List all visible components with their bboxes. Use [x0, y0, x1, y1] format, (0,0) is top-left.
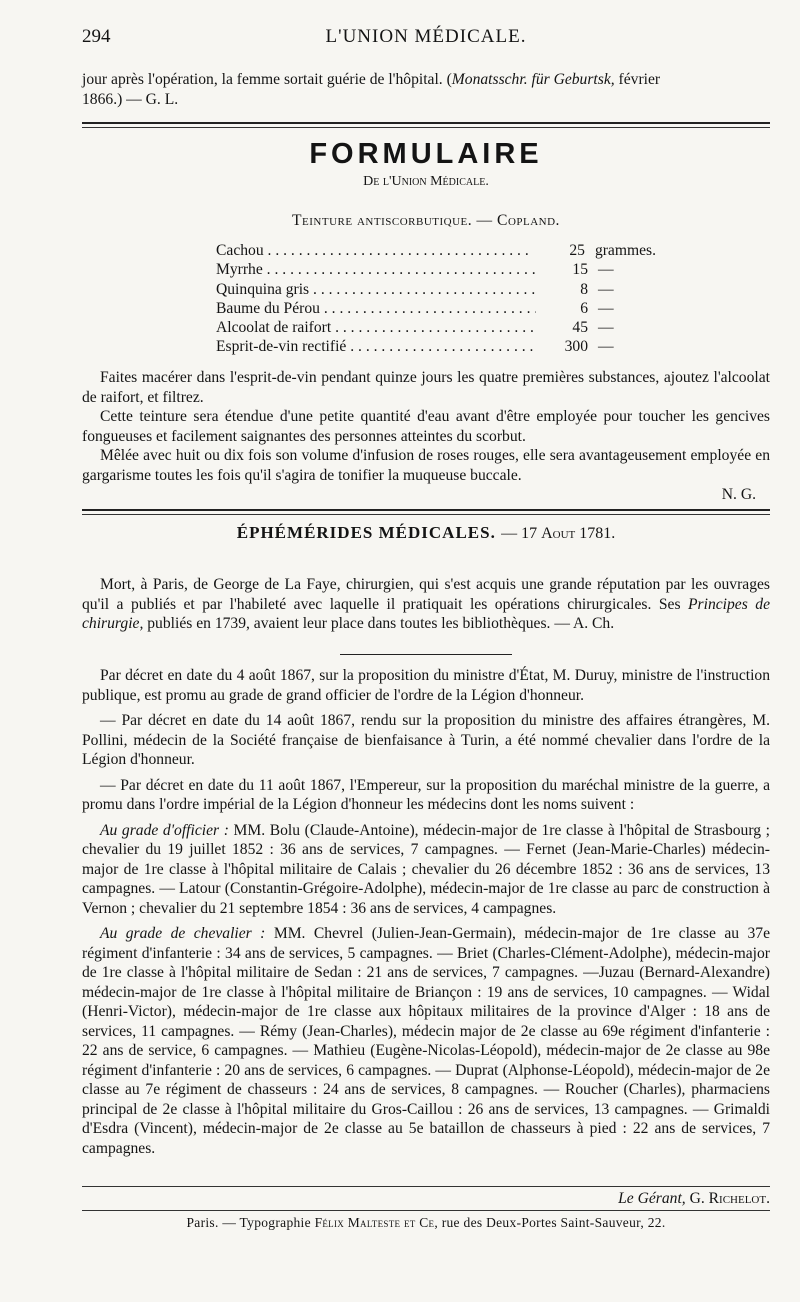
- intro-paragraph: [82, 70, 770, 109]
- ingredient-row: [216, 299, 656, 318]
- recipe-paragraph: Cette teinture sera étendue d'une petite quantité d'eau avant d'être employée pour toucher les gencives fongueuses et facilement saignantes des personnes atteintes du scorbut.: [82, 408, 770, 445]
- ephemerides-heading: ÉPHÉMÉRIDES MÉDICALES.: [236, 523, 496, 542]
- ephemerides-title: [82, 523, 770, 543]
- imprint-printer: Félix Malteste et Ce,: [314, 1215, 439, 1230]
- ingredient-name: Cachou . . .: [216, 241, 533, 260]
- ingredient-quantity: 6: [580, 299, 588, 317]
- ingredient-quantity: 15: [572, 261, 588, 279]
- ingredient-list: [216, 241, 656, 357]
- ingredient-row: [216, 280, 656, 299]
- ingredient-unit: —: [598, 299, 614, 317]
- formulaire-body: [82, 368, 770, 505]
- footer-rule: [82, 1186, 770, 1187]
- ingredient-quantity: 25: [569, 242, 585, 259]
- ingredient-row: [216, 337, 656, 356]
- page-number: 294: [82, 26, 111, 47]
- formulaire-title: FORMULAIRE: [309, 138, 543, 170]
- ephemerides-text: Mort, à Paris, de George de La Faye, chirurgien, qui s'est acquis une grande réputation par les ouvrages qu'il a publiés et par l'habileté avec laquelle il pratiquait les opérations chirurgicales. Ses: [82, 576, 770, 613]
- page-header: [82, 26, 770, 52]
- gerant-signature: [82, 1190, 770, 1208]
- ingredient-unit: —: [598, 319, 614, 337]
- recipe-title: Teinture antiscorbutique. — Copland.: [292, 212, 560, 229]
- ingredient-name: Baume du Pérou . . .: [216, 299, 536, 318]
- footer-rule: [82, 1210, 770, 1211]
- section-rule-thin: [82, 127, 770, 128]
- chevalier-text: MM. Chevrel (Julien-Jean-Germain), médecin-major de 1re classe au 37e régiment d'infanterie : 34 ans de services, 5 campagnes. — Briet (Charles-Clément-Adolphe), médecin-major de 1re classe à l'hôpital militaire de Sedan : 21 ans de services, 7 campagnes. —Juzau (Bernard-Alexandre) médecin-major de 1re classe à l'hôpital militaire de Briançon : 19 ans de services, 10 campagnes. — Widal (Henri-Victor), médecin-major de 1re classe aux hôpitaux militaires de la province d'Alger : 18 ans de services, 11 campagnes. — Rémy (Jean-Charles), médecin major de 2e classe au 69e régiment d'infanterie : 22 ans de service, 6 campagnes. — Mathieu (Eugène-Nicolas-Léopold), médecin-major de 2e classe au 98e régiment d'infanterie : 20 ans de services, 6 campagnes. — Duprat (Alphonse-Léopold), médecin-major de 2e classe au 7e régiment de chasseurs : 24 ans de services, 8 campagnes. — Roucher (Charles), pharmaciens principal de 2e classe à l'hôpital militaire du Gros-Caillou : 26 ans de services, 13 campagnes. — Grimaldi d'Esdra (Vincent), médecin-major de 2e classe au 5e bataillon de chasseurs à pied : 22 ans de services, 7 campagnes.: [82, 925, 770, 1157]
- chevalier-paragraph: [82, 924, 770, 1158]
- intro-signature: 1866.) — G. L.: [82, 90, 179, 108]
- officier-text: MM. Bolu (Claude-Antoine), médecin-major de 1re classe à l'hôpital de Strasbourg ; chevalier du 19 juillet 1852 : 36 ans de services, 7 campagnes. — Fernet (Jean-Marie-Charles) médecin-major de 1re classe à l'hôpital militaire de Calais ; chevalier du 26 décembre 1852 : 36 ans de services, 13 campagnes. — Latour (Constantin-Grégoire-Adolphe), médecin-major de 1re classe au parc de construction à Vernon ; chevalier du 21 septembre 1854 : 36 ans de services, 4 campagnes.: [82, 821, 770, 917]
- date-prefix: — 17: [501, 525, 542, 542]
- intro-text-tail: février: [614, 71, 661, 88]
- recipe-signature: N. G.: [721, 486, 756, 503]
- running-title: L'UNION MÉDICALE.: [325, 26, 527, 47]
- ingredient-quantity: 300: [564, 338, 588, 356]
- ingredient-name: Esprit-de-vin rectifié . . .: [216, 337, 536, 356]
- officier-paragraph: [82, 821, 770, 919]
- imprint-text: Paris. — Typographie: [186, 1215, 315, 1230]
- section-rule: [82, 509, 770, 511]
- decree-paragraph: Par décret en date du 4 août 1867, sur la proposition du ministre d'État, M. Duruy, ministre de l'instruction publique, est promu au grade de grand officier de l'ordre de la Légion d'honneur.: [82, 667, 770, 704]
- imprint-address: rue des Deux-Portes Saint-Sauveur, 22.: [438, 1215, 666, 1230]
- ingredient-name: Quinquina gris . . .: [216, 280, 536, 299]
- ingredient-unit: —: [598, 280, 614, 298]
- decree-paragraph: — Par décret en date du 11 août 1867, l'Empereur, sur la proposition du maréchal ministre de la guerre, a promu dans l'ordre impérial de la Légion d'honneur les médecins dont les noms suivent :: [82, 776, 770, 813]
- gerant-label: Le Gérant,: [618, 1190, 686, 1207]
- short-divider: [340, 654, 512, 655]
- ingredient-unit: —: [598, 338, 614, 356]
- ingredient-row: [216, 260, 656, 279]
- section-rule: [82, 122, 770, 124]
- intro-citation: Monatsschr. für Geburtsk,: [451, 71, 615, 88]
- book-title: Principes de chirurgie,: [82, 595, 770, 632]
- ephemerides-date: [501, 525, 615, 542]
- date-month: Aout: [541, 525, 576, 542]
- ingredient-row: [216, 318, 656, 337]
- intro-text: jour après l'opération, la femme sortait guérie de l'hôpital. (: [82, 71, 452, 88]
- ingredient-quantity: 45: [572, 319, 588, 337]
- date-year: 1781.: [575, 525, 616, 542]
- ingredient-name: Alcoolat de raifort . . .: [216, 318, 536, 337]
- decrees-section: [82, 666, 770, 1158]
- ephemerides-body: [82, 575, 770, 634]
- recipe-paragraph: Mêlée avec huit ou dix fois son volume d'infusion de roses rouges, elle sera avantageusement employée en gargarisme toutes les fois qu'il s'agira de tonifier la muqueuse buccale.: [82, 447, 770, 484]
- ingredient-row: [216, 241, 656, 260]
- printer-imprint: [82, 1215, 770, 1231]
- formulaire-subtitle: De l'Union Médicale.: [363, 174, 489, 189]
- ephemerides-text-tail: publiés en 1739, avaient leur place dans toutes les bibliothèques. — A. Ch.: [143, 615, 615, 632]
- gerant-name: G. Richelot.: [685, 1190, 770, 1207]
- ingredient-name: Myrrhe . . .: [216, 260, 536, 279]
- ingredient-unit: grammes.: [594, 242, 656, 259]
- decree-paragraph: — Par décret en date du 14 août 1867, rendu sur la proposition du ministre des affaires étrangères, M. Pollini, médecin de la Société française de bienfaisance à Turin, a été nommé chevalier dans l'ordre de la Légion d'honneur.: [82, 712, 770, 768]
- ingredient-unit: —: [598, 261, 614, 279]
- officier-label: Au grade d'officier :: [100, 821, 229, 839]
- section-rule-thin: [82, 514, 770, 515]
- ingredient-quantity: 8: [580, 280, 588, 298]
- recipe-paragraph: Faites macérer dans l'esprit-de-vin pendant quinze jours les quatre premières substances, ajoutez l'alcoolat de raifort, et filtrez.: [82, 369, 770, 406]
- chevalier-label: Au grade de chevalier :: [100, 925, 266, 942]
